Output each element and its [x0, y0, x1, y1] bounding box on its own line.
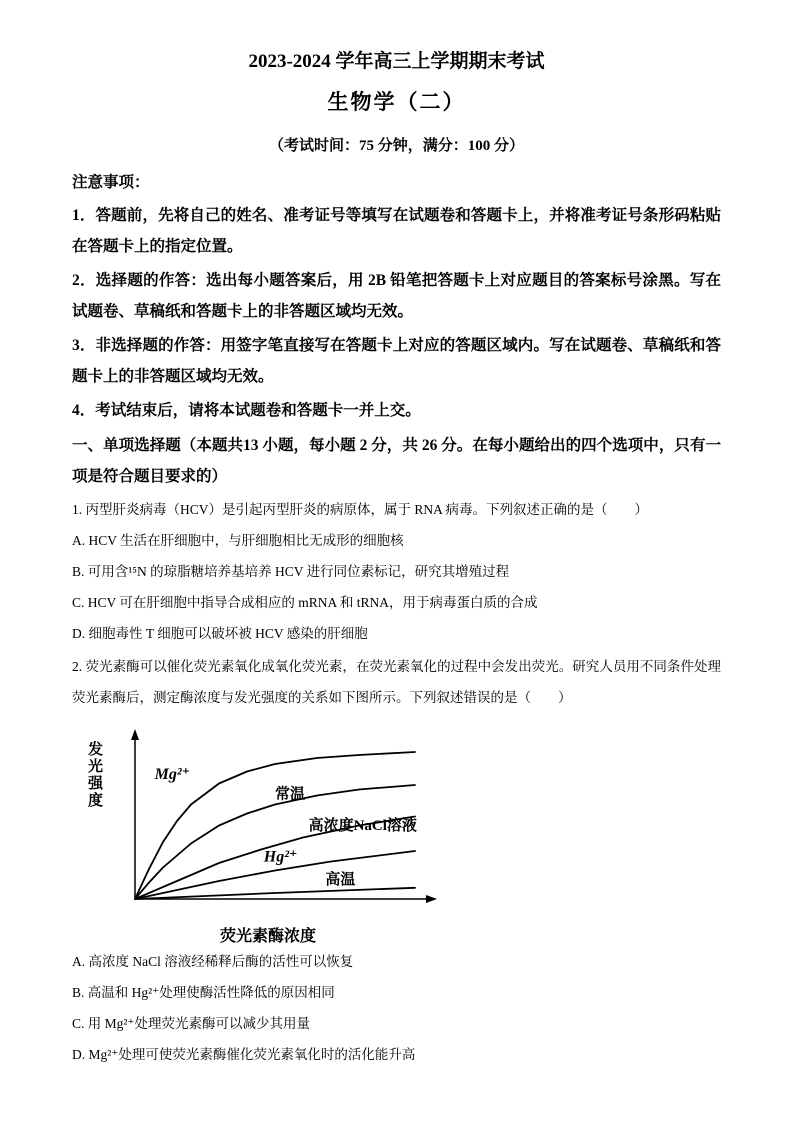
- notices-heading: 注意事项：: [72, 174, 150, 191]
- question-1-stem: 1. 丙型肝炎病毒（HCV）是引起丙型肝炎的病原体，属于 RNA 病毒。下列叙述正确的是（ ）: [72, 502, 649, 517]
- q1-option-a: A. HCV 生活在肝细胞中，与肝细胞相比无成形的细胞核: [72, 533, 404, 548]
- chart-series-label-2: 高浓度NaCl溶液: [308, 818, 417, 834]
- q2-option-d: D. Mg²⁺处理可使荧光素酶催化荧光素氧化时的活化能升高: [72, 1047, 416, 1062]
- y-axis-label: 发光强度: [86, 741, 102, 809]
- notice-item-2: 2．选择题的作答：选出每小题答案后，用 2B 铅笔把答题卡上对应题目的答案标号涂黑。写在试题卷、草稿纸和答题卡上的非答题区域均无效。: [72, 272, 721, 320]
- q1-option-d: D. 细胞毒性 T 细胞可以破坏被 HCV 感染的肝细胞: [72, 626, 368, 641]
- chart-canvas: [107, 723, 537, 923]
- section-one-heading: 一、单项选择题（本题共13 小题，每小题 2 分，共 26 分。在每小题给出的四个选项中，只有一项是符合题目要求的）: [72, 437, 721, 485]
- question-1: [72, 494, 721, 649]
- chart-series-label-1: 常温: [275, 786, 306, 803]
- chart-series-label-3: Hg²⁺: [263, 848, 298, 866]
- x-axis-label: 荧光素酶浓度: [219, 928, 316, 945]
- question-2: [72, 651, 721, 1070]
- chart-series-label-0: Mg²⁺: [154, 766, 191, 783]
- chart-series-label-4: 高温: [325, 872, 356, 888]
- exam-subtitle: 生物学（二）: [327, 90, 466, 114]
- notice-item-1: 1．答题前，先将自己的姓名、准考证号等填写在试题卷和答题卡上，并将准考证号条形码粘贴在答题卡上的指定位置。: [72, 207, 721, 255]
- q1-option-c: C. HCV 可在肝细胞中指导合成相应的 mRNA 和 tRNA，用于病毒蛋白质的合成: [72, 595, 538, 610]
- notice-item-4: 4．考试结束后，请将本试题卷和答题卡一并上交。: [72, 402, 421, 419]
- exam-info-line: （考试时间：75 分钟，满分：100 分）: [268, 138, 524, 154]
- q2-option-c: C. 用 Mg²⁺处理荧光素酶可以减少其用量: [72, 1016, 311, 1031]
- q2-option-b: B. 高温和 Hg²⁺处理使酶活性降低的原因相同: [72, 985, 335, 1000]
- q2-option-a: A. 高浓度 NaCl 溶液经稀释后酶的活性可以恢复: [72, 954, 354, 969]
- y-axis-arrow-icon: [131, 729, 139, 740]
- q1-option-b: B. 可用含¹⁵N 的琼脂糖培养基培养 HCV 进行同位素标记，研究其增殖过程: [72, 564, 510, 579]
- notice-item-3: 3．非选择题的作答：用签字笔直接写在答题卡上对应的答题区域内。写在试题卷、草稿纸和答题卡上的非答题区域均无效。: [72, 337, 721, 385]
- enzyme-activity-figure: [84, 723, 721, 923]
- exam-title: 2023-2024 学年高三上学期期末考试: [248, 51, 545, 72]
- question-2-stem: 2. 荧光素酶可以催化荧光素氧化成氧化荧光素，在荧光素氧化的过程中会发出荧光。研究人员用不同条件处理荧光素酶后，测定酶浓度与发光强度的关系如下图所示。下列叙述错误的是（ ）: [72, 659, 721, 705]
- x-axis-arrow-icon: [426, 895, 437, 903]
